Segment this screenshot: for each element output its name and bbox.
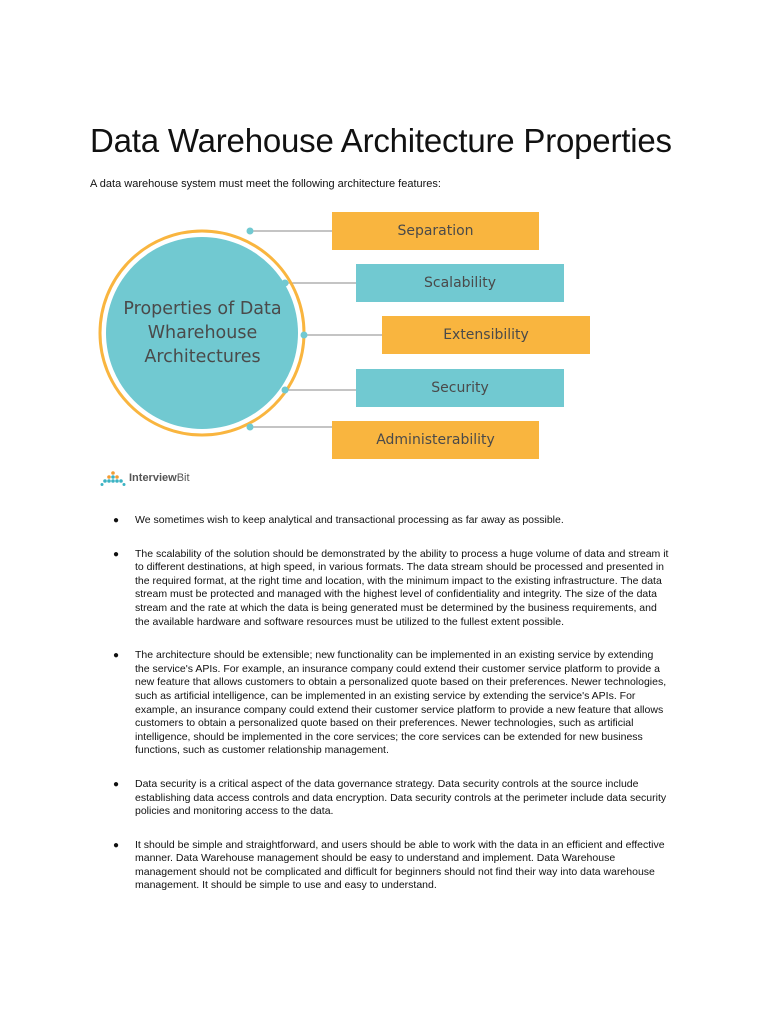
- ring-dot: [301, 332, 308, 339]
- box-administerability: Administerability: [332, 421, 539, 459]
- list-item: [90, 548, 670, 630]
- list-item-text: The scalability of the solution should be demonstrated by the ability to process a huge volume of data and stream it to different destinations, at high speed, in various formats. The data stream should be processed and presented in the required format, at the right time and location, with the minimum impact to the existing infrastructure. The data stream must be protected and managed with the highest level of confidentiality and integrity. The size of the data stream and the rate at which the data is being generated must be determined by the business requirements, and the available hardware and software resources must be utilized to the fullest extent possible.: [135, 547, 669, 628]
- ring-dot: [282, 280, 289, 287]
- list-item-text: The architecture should be extensible; new functionality can be implemented in an existing service by extending the service's APIs. For example, an insurance company could extend their customer service platform to provide a new feature that allows customers to obtain a personalized quote based on their preferences. Newer technologies, such as artificial intelligence, can be implemented in an existing service by extending the service's APIs. For example, an insurance company could extend their customer service platform to provide a new feature that allows customers to obtain a personalized quote based on their preferences. Newer technologies, such as artificial intelligence, should be implemented in the core services; the core services can be extended for new business functions, such as customer relationship management.: [135, 649, 667, 757]
- intro-text: A data warehouse system must meet the following architecture features:: [90, 178, 441, 190]
- list-item-text: It should be simple and straightforward, and users should be able to work with the data in an efficient and effective manner. Data Warehouse management should be easy to understand and implement. Data Warehouse management should not be complicated and difficult for beginners should not find their way into data warehouse management. It should be simple to use and easy to understand.: [135, 838, 665, 892]
- bullet-icon: ●: [113, 839, 120, 851]
- center-label-line: Properties of Data: [123, 299, 282, 319]
- list-item-text: Data security is a critical aspect of the data governance strategy. Data security controls at the source include establishing data access controls and data encryption. Data security controls at the perimeter include data security policies and monitoring access to the data.: [135, 777, 667, 818]
- ring-dot: [282, 387, 289, 394]
- logo-text-regular: Bit: [176, 472, 190, 484]
- list-item: [90, 649, 670, 758]
- page-title: Data Warehouse Architecture Properties: [90, 122, 672, 159]
- center-label-line: Wharehouse: [147, 323, 258, 343]
- list-item-text: We sometimes wish to keep analytical and transactional processing as far away as possible.: [135, 514, 564, 526]
- center-label: [120, 297, 285, 369]
- logo-text: [129, 472, 190, 484]
- bullet-list: [90, 514, 670, 893]
- center-label-line: Architectures: [144, 347, 261, 367]
- ring-dot: [247, 228, 254, 235]
- interviewbit-logo-icon: [100, 470, 126, 486]
- bullet-icon: ●: [113, 778, 120, 790]
- bullet-icon: ●: [113, 650, 120, 662]
- ring-dot: [247, 424, 254, 431]
- bullet-icon: ●: [113, 515, 120, 526]
- box-scalability: Scalability: [356, 264, 564, 302]
- list-item: [90, 778, 670, 819]
- bullet-icon: ●: [113, 548, 120, 560]
- properties-diagram: [90, 205, 610, 470]
- box-security: Security: [356, 369, 564, 407]
- box-extensibility: Extensibility: [382, 316, 590, 354]
- logo-text-bold: Interview: [129, 472, 177, 484]
- box-separation: Separation: [332, 212, 539, 250]
- list-item: [90, 839, 670, 893]
- list-item: [90, 514, 670, 528]
- interviewbit-logo: [100, 470, 190, 486]
